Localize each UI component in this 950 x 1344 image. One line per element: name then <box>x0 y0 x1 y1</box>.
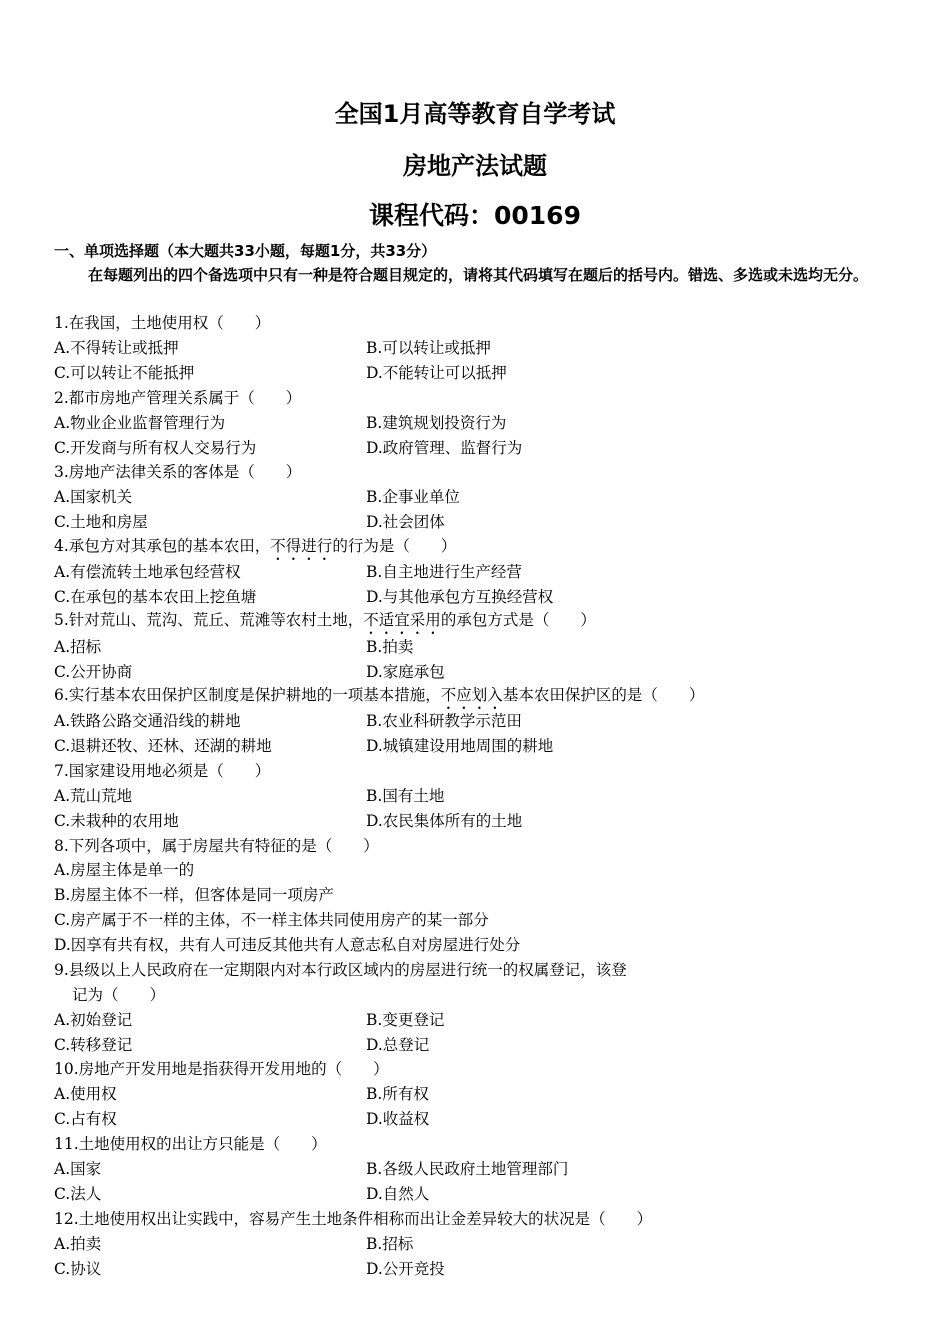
option-a: A.房屋主体是单一的 <box>54 861 195 879</box>
option-d: D.自然人 <box>366 1185 430 1203</box>
option-a: A.有偿流转土地承包经营权 <box>54 563 241 581</box>
option-d: D.总登记 <box>366 1036 430 1054</box>
option-b: B.建筑规划投资行为 <box>366 414 507 432</box>
option-b: B.自主地进行生产经营 <box>366 563 522 581</box>
stem-text: 的承包方式是（ ） <box>440 611 596 629</box>
option-b: B.国有土地 <box>366 787 445 805</box>
option-d: D.不能转让可以抵押 <box>366 364 507 382</box>
option-d: D.与其他承包方互换经营权 <box>366 588 554 606</box>
option-a: A.招标 <box>54 638 102 656</box>
option-c: C.占有权 <box>54 1110 117 1128</box>
option-a: A.不得转让或抵押 <box>54 339 179 357</box>
question-stem: 11.土地使用权的出让方只能是（ ） <box>54 1135 327 1153</box>
option-b: B.可以转让或抵押 <box>366 339 491 357</box>
option-d: D.因享有共有权，共有人可违反其他共有人意志私自对房屋进行处分 <box>54 936 521 954</box>
option-c: C.开发商与所有权人交易行为 <box>54 439 257 457</box>
option-d: D.社会团体 <box>366 513 445 531</box>
option-b: B.变更登记 <box>366 1011 445 1029</box>
section-instruction: 在每题列出的四个备选项中只有一种是符合题目规定的，请将其代码填写在题后的括号内。错选、多选或未选均无分。 <box>88 266 869 284</box>
emphasized-text: 不得进行 <box>270 537 333 555</box>
question-stem: 10.房地产开发用地是指获得开发用地的（ ） <box>54 1060 389 1078</box>
question-stem: 9.县级以上人民政府在一定期限内对本行政区域内的房屋进行统一的权属登记，该登 <box>54 961 627 979</box>
stem-text: 4.承包方对其承包的基本农田， <box>54 537 271 555</box>
option-b: B.房屋主体不一样，但客体是同一项房产 <box>54 886 334 904</box>
question-stem: 12.土地使用权出让实践中，容易产生土地条件相称而出让金差异较大的状况是（ ） <box>54 1210 653 1228</box>
option-c: C.可以转让不能抵押 <box>54 364 195 382</box>
option-a: A.拍卖 <box>54 1235 102 1253</box>
question-stem-continued: 记为（ ） <box>72 986 166 1004</box>
question-stem: 1.在我国，土地使用权（ ） <box>54 314 271 332</box>
exam-subtitle: 房地产法试题 <box>403 152 547 180</box>
course-code: 课程代码：00169 <box>369 201 581 230</box>
option-b: B.所有权 <box>366 1085 429 1103</box>
option-d: D.农民集体所有的土地 <box>366 812 523 830</box>
option-d: D.公开竞投 <box>366 1260 445 1278</box>
option-a: A.物业企业监督管理行为 <box>54 414 226 432</box>
option-b: B.各级人民政府土地管理部门 <box>366 1160 569 1178</box>
question-stem: 7.国家建设用地必须是（ ） <box>54 762 271 780</box>
exam-title: 全国1月高等教育自学考试 <box>334 100 616 128</box>
option-b: B.农业科研教学示范田 <box>366 712 522 730</box>
question-stem: 2.都市房地产管理关系属于（ ） <box>54 389 302 407</box>
stem-text: 5.针对荒山、荒沟、荒丘、荒滩等农村土地， <box>54 611 364 629</box>
option-c: C.公开协商 <box>54 663 133 681</box>
question-stem <box>54 685 704 713</box>
option-c: C.土地和房屋 <box>54 513 148 531</box>
option-c: C.房产属于不一样的主体，不一样主体共同使用房产的某一部分 <box>54 911 489 929</box>
option-d: D.政府管理、监督行为 <box>366 439 523 457</box>
option-d: D.家庭承包 <box>366 663 445 681</box>
question-stem <box>54 610 596 638</box>
question-stem <box>54 536 456 564</box>
option-d: D.城镇建设用地周围的耕地 <box>366 737 554 755</box>
stem-text: 的行为是（ ） <box>332 537 457 555</box>
stem-text: 基本农田保护区的是（ ） <box>502 686 705 704</box>
option-d: D.收益权 <box>366 1110 430 1128</box>
option-c: C.法人 <box>54 1185 102 1203</box>
option-c: C.退耕还牧、还林、还湖的耕地 <box>54 737 272 755</box>
emphasized-text: 不适宜采用 <box>363 611 441 629</box>
section-heading: 一、单项选择题（本大题共33小题，每题1分，共33分） <box>54 242 437 260</box>
option-c: C.协议 <box>54 1260 102 1278</box>
emphasized-text: 不应划入 <box>440 686 503 704</box>
option-a: A.使用权 <box>54 1085 117 1103</box>
option-b: B.企事业单位 <box>366 488 460 506</box>
question-stem: 3.房地产法律关系的客体是（ ） <box>54 463 302 481</box>
option-a: A.铁路公路交通沿线的耕地 <box>54 712 241 730</box>
option-b: B.招标 <box>366 1235 414 1253</box>
stem-text: 6.实行基本农田保护区制度是保护耕地的一项基本措施， <box>54 686 441 704</box>
option-c: C.转移登记 <box>54 1036 133 1054</box>
option-c: C.未栽种的农用地 <box>54 812 179 830</box>
option-a: A.国家 <box>54 1160 102 1178</box>
option-a: A.荒山荒地 <box>54 787 133 805</box>
option-c: C.在承包的基本农田上挖鱼塘 <box>54 588 257 606</box>
option-b: B.拍卖 <box>366 638 414 656</box>
question-stem: 8.下列各项中，属于房屋共有特征的是（ ） <box>54 837 379 855</box>
option-a: A.初始登记 <box>54 1011 133 1029</box>
option-a: A.国家机关 <box>54 488 133 506</box>
